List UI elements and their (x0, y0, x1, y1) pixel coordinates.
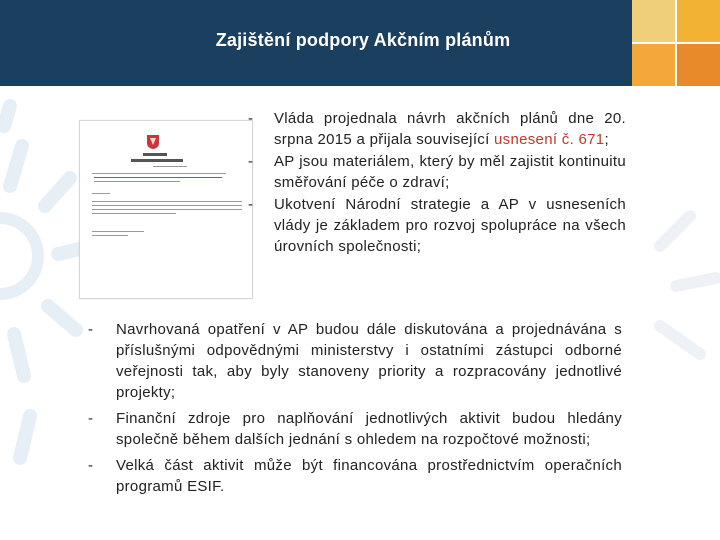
thumb-line (92, 235, 128, 236)
tile (632, 0, 675, 42)
thumb-line (131, 159, 183, 162)
bullet-dash: - (248, 110, 254, 127)
thumb-line (143, 153, 167, 156)
thumb-line (94, 177, 222, 178)
bullet-dash: - (248, 153, 254, 170)
thumb-line (92, 213, 176, 214)
slide-header (0, 0, 632, 86)
slide-title: Zajištění podpory Akčním plánům (215, 30, 511, 50)
thumb-line (92, 193, 110, 194)
list-item: - Velká část aktivit může být financována prostřednictvím operačních programů ESIF. (88, 457, 622, 495)
list-item: - AP jsou materiálem, který by měl zajistit kontinuitu směřování péče o zdraví; (248, 153, 626, 191)
tile (677, 0, 720, 42)
list-item: - Navrhovaná opatření v AP budou dále diskutována a projednávána s příslušnými odpovědnými ministerstvy i ostatními zástupci odborné veřejnosti tak, aby byly stanoveny priority a rozpracovány jednotlivé projekty; (88, 321, 622, 401)
bullet-dash: - (248, 196, 254, 213)
thumb-line (92, 205, 242, 206)
government-resolution-thumbnail (79, 120, 253, 299)
thumb-line (92, 173, 226, 174)
bullet-dash: - (88, 410, 94, 427)
tile (632, 44, 675, 86)
thumb-line (153, 166, 187, 167)
list-item: - Vláda projednala návrh akčních plánů dne 20. srpna 2015 a přijala související usnesení č. 671; (248, 110, 626, 148)
decorative-tiles (632, 0, 720, 86)
tile (677, 44, 720, 86)
list-item: - Ukotvení Národní strategie a AP v usneseních vlády je základem pro rozvoj spolupráce na všech úrovních společnosti; (248, 196, 626, 255)
thumb-line (92, 201, 242, 202)
list-item: - Finanční zdroje pro naplňování jednotlivých aktivit budou hledány společně během dalších jednání s ohledem na rozpočtové možnosti; (88, 410, 622, 448)
thumb-line (92, 231, 144, 232)
bullet-dash: - (88, 321, 94, 338)
thumb-line (92, 209, 242, 210)
bullet-dash: - (88, 457, 94, 474)
next-steps-bullet-list (88, 319, 622, 497)
resolution-bullet-list (248, 108, 626, 257)
resolution-reference: usnesení č. 671 (494, 131, 605, 148)
state-emblem-icon (147, 135, 159, 149)
thumb-line (94, 181, 180, 182)
